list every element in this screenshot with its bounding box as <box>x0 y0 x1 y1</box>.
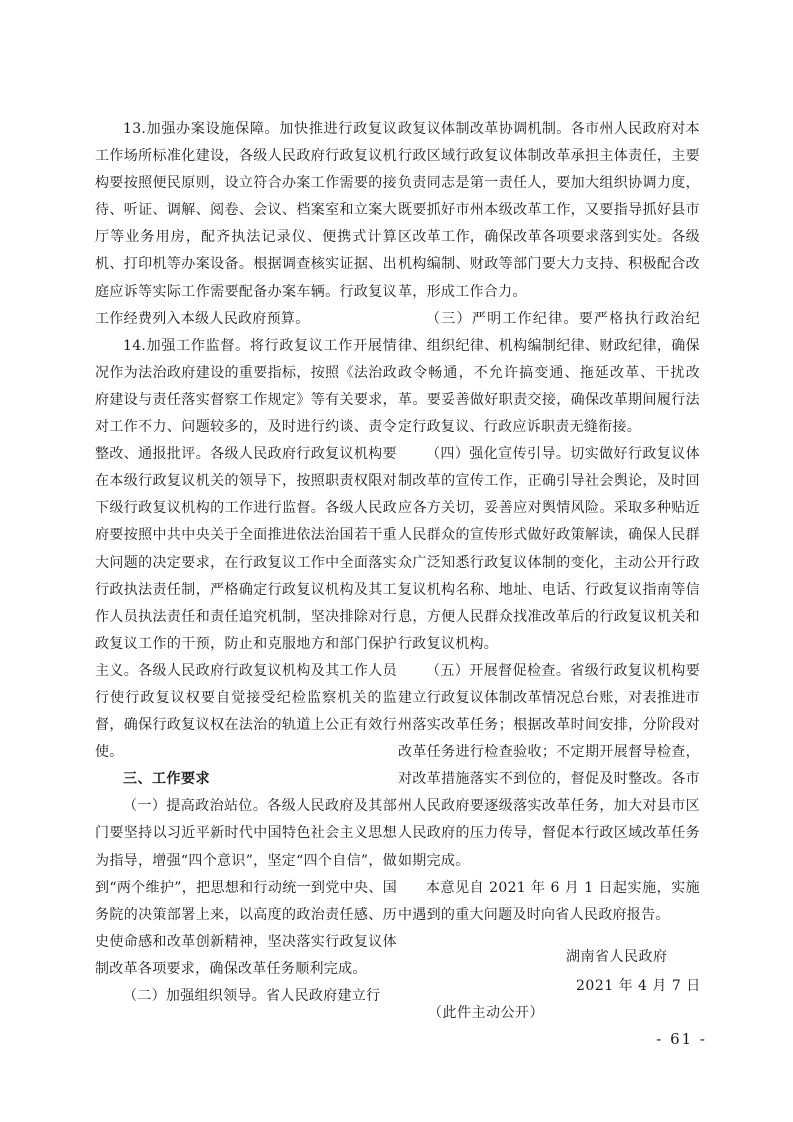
requirement-5: （五）开展督促检查。省级行政复议机构要建立行政复议体制改革情况总台账，对表推进市州落实改革任务；根据改革时间安排，分阶段对改革任务进行检查验收；不定期开展督导检查，对改革措施落实不到位的，督促及时整改。各市州人民政府要逐级落实改革任务，加大对县市区人民政府的压力传导，督促本行政区域改革任务如期完成。 <box>398 662 700 869</box>
left-column <box>95 116 397 1010</box>
section-heading: 三、工作要求 <box>123 771 210 788</box>
page-number: - 61 - <box>656 1030 707 1048</box>
paragraph-14: 14.加强工作监督。将行政复议工作开展情况作为法治政府建设的重要指标，按照《法治政府建设与责任落实督察工作规定》等有关要求，对工作不力、问题较多的，及时进行约谈、责令整改、通报批评。各级人民政府行政复议机构要在本级行政复议机关的领导下，按照职责权限对下级行政复议机构的工作进行监督。各级人民政府要按照中共中央关于全面推进依法治国若干重大问题的决定要求，在行政复议工作中全面落实行政执法责任制，严格确定行政复议机构及其工作人员执法责任和责任追究机制，坚决排除对行政复议工作的干预，防止和克服地方和部门保护主义。各级人民政府行政复议机构及其工作人员行使行政复议权要自觉接受纪检监察机关的监督，确保行政复议权在法治的轨道上公正有效行使。 <box>95 337 397 761</box>
requirement-4: （四）强化宣传引导。切实做好行政复议体制改革的宣传工作，正确引导社会舆论，及时回应各方关切，妥善应对舆情风险。采取多种贴近人民群众的宣传形式做好政策解读，确保人民群众广泛知悉行政复议体制的变化，主动公开行政复议机构名称、地址、电话、行政复议指南等信息，方便人民群众找准改革后的行政复议机关和行政复议机构。 <box>398 446 700 652</box>
requirement-2-continued: 政复议体制改革协调机制。各市州人民政府对本行政区域行政复议体制改革承担主体责任，主要负责同志是第一责任人，要加大组织协调力度，既要抓好市州本级改革工作，又要指导抓好县市区改革工作，确保改革各项要求落到实处。各级机构编制、财政等部门要大力支持、积极配合改革，形成工作合力。 <box>398 121 700 300</box>
issue-date: 2021 年 4 月 7 日 <box>576 978 701 994</box>
requirement-3: （三）严明工作纪律。要严格执行政治纪律、组织纪律、机构编制纪律、财政纪律，确保政令畅通，不允许搞变通、拖延改革、干扰改革。要妥善做好职责交接，确保改革期间履行法定行政复议、行政应诉职责无缝衔接。 <box>398 310 700 436</box>
effective-date-statement: 本意见自 2021 年 6 月 1 日起实施，实施中遇到的重大问题及时向省人民政府报告。 <box>398 879 700 923</box>
requirement-1: （一）提高政治站位。各级人民政府及其部门要坚持以习近平新时代中国特色社会主义思想为指导，增强“四个意识”，坚定“四个自信”，做到“两个维护”，把思想和行动统一到党中央、国务院的决策部署上来，以高度的政治责任感、历史使命感和改革创新精神，坚决落实行政复议体制改革各项要求，确保改革任务顺利完成。 <box>95 798 397 977</box>
requirement-2-start: （二）加强组织领导。省人民政府建立行 <box>123 988 381 1004</box>
paragraph-13: 13.加强办案设施保障。加快推进行政复议工作场所标准化建设，各级人民政府行政复议机构要按照便民原则，设立符合办案工作需要的接待、听证、调解、阅卷、会议、档案室和立案大厅等业务用房，配齐执法记录仪、便携式计算机、打印机等办案设备。根据调查核实证据、出庭应诉等实际工作需要配备办案车辆。行政复议工作经费列入本级人民政府预算。 <box>95 121 397 327</box>
issuer-name: 湖南省人民政府 <box>566 949 668 965</box>
disclosure-note: （此件主动公开） <box>428 1005 544 1021</box>
right-column <box>398 116 700 929</box>
